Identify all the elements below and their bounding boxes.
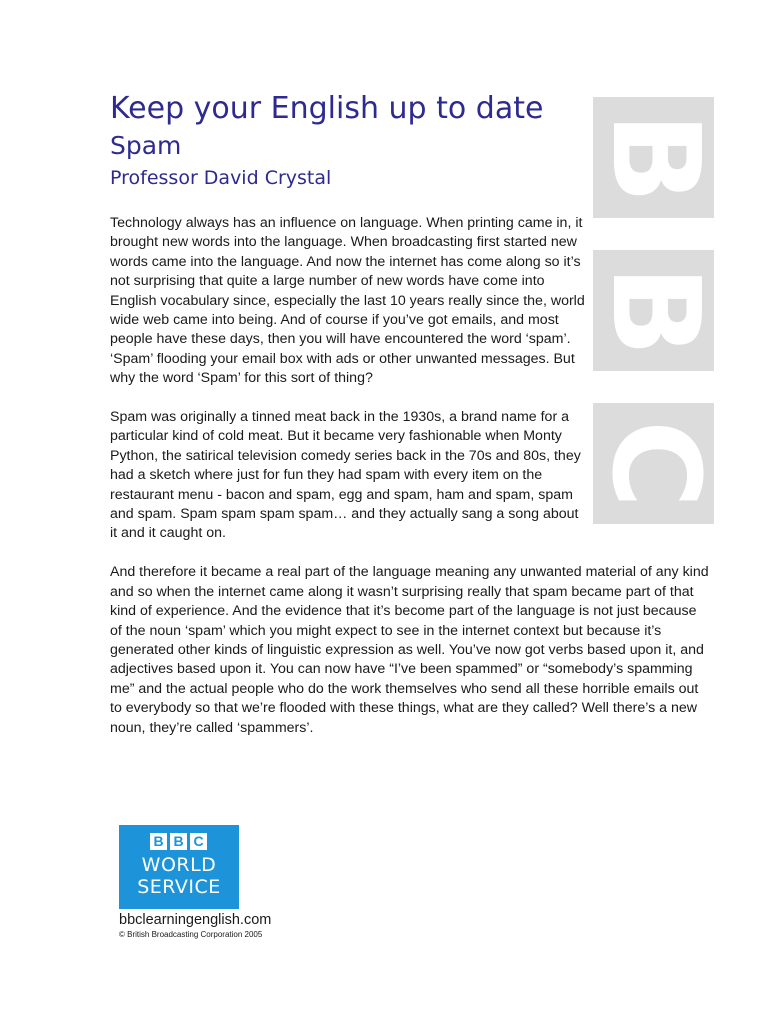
bbc-world-service-logo [119,825,239,909]
document-header [110,88,580,194]
side-logo-letter: B [584,111,724,204]
logo-box-letter: B [150,833,167,850]
website-url: bbclearningenglish.com [119,912,272,928]
document-title: Keep your English up to date [110,91,544,126]
side-logo-block-b2 [584,250,724,371]
copyright-notice: © British Broadcasting Corporation 2005 [119,930,263,939]
document-subtitle: Spam [110,131,182,160]
logo-text-world: WORLD [141,854,217,876]
logo-text-service: SERVICE [137,876,221,898]
logo-box-letter: C [190,833,207,850]
paragraph: Spam was originally a tinned meat back in the 1930s, a brand name for a particular kind of cold meat. But it became very fashionable when Monty Python, the satirical television comedy series back in the 70s and 80s, they had a sketch where just for fun they had spam with every item on the restaurant menu - bacon and spam, egg and spam, ham and spam, spam and spam. Spam spam spam spam… and they actually sang a song about it and it caught on. [110,409,581,542]
bbc-logo-boxes [150,833,207,850]
side-logo-letter: B [584,264,724,357]
side-logo-letter: C [584,419,724,508]
paragraph: Technology always has an influence on language. When printing came in, it brought new words into the language. When broadcasting first started new words came into the language. And now the internet has come along so it’s not surprising that quite a large number of new words have come into English vocabulary since, especially the last 10 years really since the, world wide web came into being. And of course if you’ve got emails, and most people have these days, then you will have encountered the word ‘spam’. ‘Spam’ flooding your email box with ads or other unwanted messages. But why the word ‘Spam’ for this sort of thing? [110,215,585,387]
document-author: Professor David Crystal [110,167,332,189]
side-logo-block-b1 [584,97,724,218]
paragraph: And therefore it became a real part of the language meaning any unwanted material of any kind and so when the internet came along it wasn’t surprising really that spam became part of that kind of experience. And the evidence that it’s become part of the language is not just because of the noun ‘spam’ which you might expect to see in the internet context but because it’s generated other kinds of linguistic expression as well. You’ve now got verbs based upon it, and adjectives based upon it. You can now have “I’ve been spammed” or “somebody’s spamming me” and the actual people who do the work themselves who send all these horrible emails out to everybody so that we’re flooded with these things, what are they called? Well there’s a new noun, they’re called ‘spammers’. [110,564,709,736]
logo-box-letter: B [170,833,187,850]
side-logo-block-c [584,403,724,524]
